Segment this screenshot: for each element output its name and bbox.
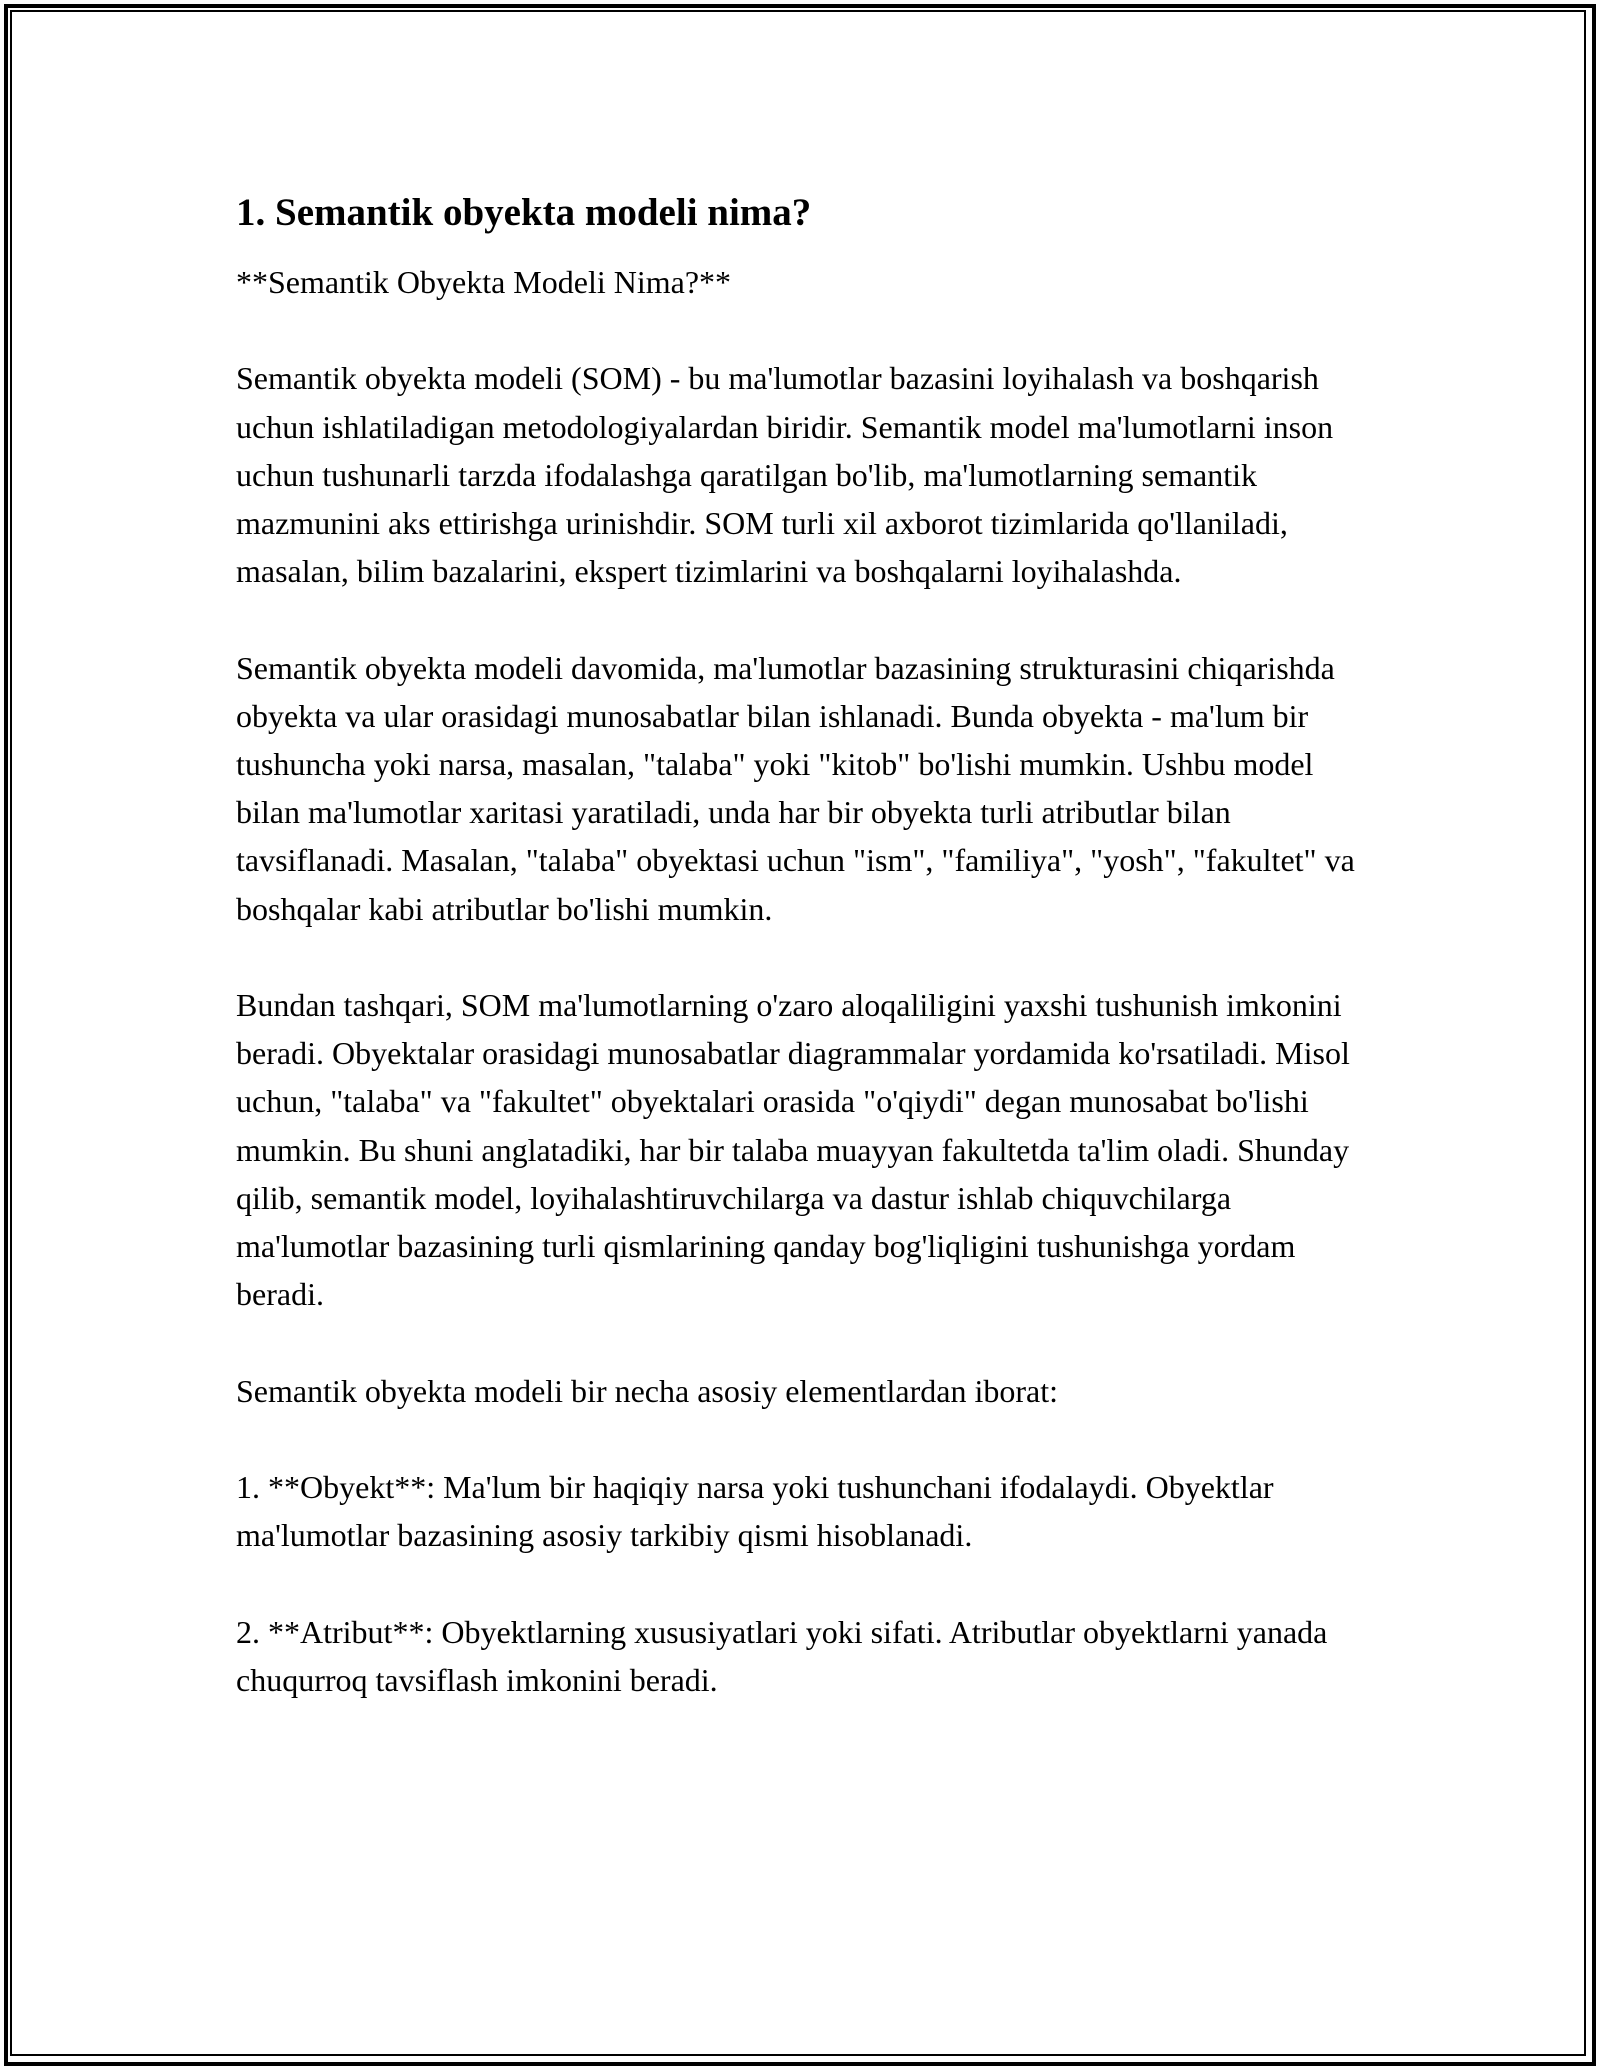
paragraph-intro: Semantik obyekta modeli (SOM) - bu ma'lumotlar bazasini loyihalash va boshqarish uchun ishlatiladigan metodologiyalardan biridir. Semantik model ma'lumotlarni inson uchun tushunarli tarzda ifodalashga qaratilgan bo'lib, ma'lumotlarning semantik mazmunini aks ettirishga urinishdir. SOM turli xil axborot tizimlarida qo'llaniladi, masalan, bilim bazalarini, ekspert tizimlarini va boshqalarni loyihalashda. (236, 360, 1334, 590)
document-body (236, 188, 1376, 1752)
document-title: 1. Semantik obyekta modeli nima? (236, 191, 812, 234)
paragraph-elements-intro: Semantik obyekta modeli bir necha asosiy elementlardan iborat: (236, 1372, 1058, 1409)
list-item-attribute: 2. **Atribut**: Obyektlarning xususiyatlari yoki sifati. Atributlar obyektlarni yanada chuqurroq tavsiflash imkonini beradi. (236, 1613, 1328, 1698)
list-item-object: 1. **Obyekt**: Ma'lum bir haqiqiy narsa yoki tushunchani ifodalaydi. Obyektlar ma'lumotlar bazasining asosiy tarkibiy qismi hisoblanadi. (236, 1469, 1274, 1554)
subtitle-paragraph: **Semantik Obyekta Modeli Nima?** (236, 264, 732, 300)
paragraph-structure: Semantik obyekta modeli davomida, ma'lumotlar bazasining strukturasini chiqarishda obyekta va ular orasidagi munosabatlar bilan ishlanadi. Bunda obyekta - ma'lum bir tushuncha yoki narsa, masalan, "talaba" yoki "kitob" bo'lishi mumkin. Ushbu model bilan ma'lumotlar xaritasi yaratiladi, unda har bir obyekta turli atributlar bilan tavsiflanadi. Masalan, "talaba" obyektasi uchun "ism", "familiya", "yosh", "fakultet" va boshqalar kabi atributlar bo'lishi mumkin. (236, 649, 1355, 927)
paragraph-relations: Bundan tashqari, SOM ma'lumotlarning o'zaro aloqaliligini yaxshi tushunish imkonini beradi. Obyektalar orasidagi munosabatlar diagrammalar yordamida ko'rsatiladi. Misol uchun, "talaba" va "fakultet" obyektalari orasida "o'qiydi" degan munosabat bo'lishi mumkin. Bu shuni anglatadiki, har bir talaba muayyan fakultetda ta'lim oladi. Shunday qilib, semantik model, loyihalashtiruvchilarga va dastur ishlab chiquvchilarga ma'lumotlar bazasining turli qismlarining qanday bog'liqligini tushunishga yordam beradi. (236, 987, 1350, 1313)
